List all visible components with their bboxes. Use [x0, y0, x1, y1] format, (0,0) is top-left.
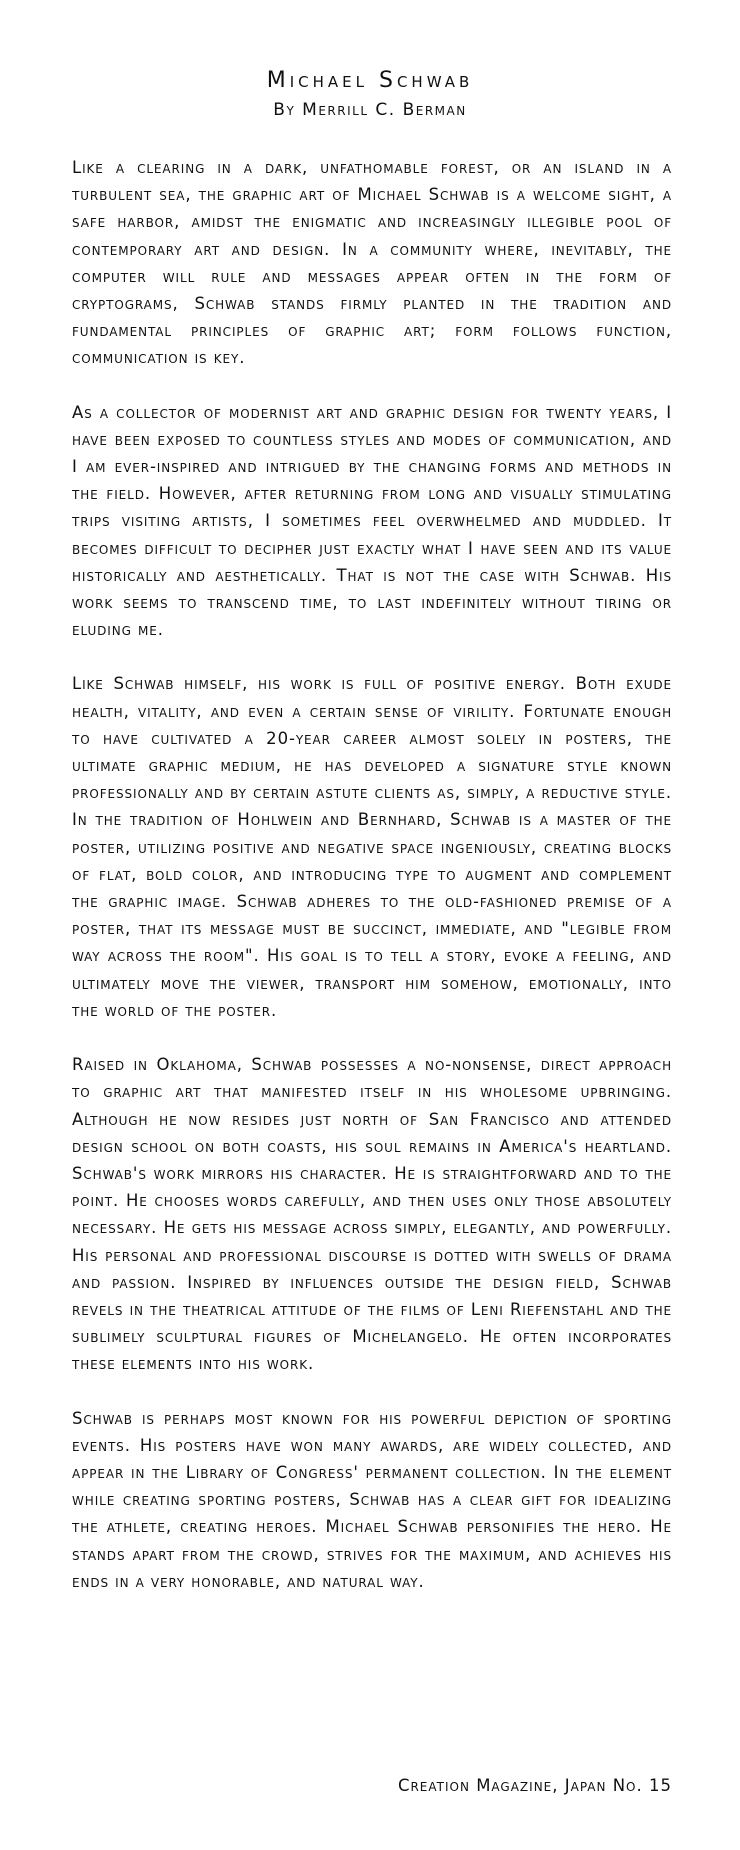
- article-body: [72, 154, 672, 1622]
- article-source: Creation Magazine, Japan No. 15: [397, 1776, 672, 1795]
- paragraph: Like a clearing in a dark, unfathomable forest, or an island in a turbulent sea, the graphic art of Michael Schwab is a welcome sight, a safe harbor, amidst the enigmatic and increasingly illegible pool of contemporary art and design. In a community where, inevitably, the computer will rule and messages appear often in the form of cryptograms, Schwab stands firmly planted in the tradition and fundamental principles of graphic art; form follows function, communication is key.: [72, 158, 672, 368]
- paragraph: Schwab is perhaps most known for his powerful depiction of sporting events. His posters have won many awards, are widely collected, and appear in the Library of Congress' permanent collection. In the element while creating sporting posters, Schwab has a clear gift for idealizing the athlete, creating heroes. Michael Schwab personifies the hero. He stands apart from the crowd, strives for the maximum, and achieves his ends in a very honorable, and natural way.: [72, 1408, 672, 1591]
- article-title: Michael Schwab: [266, 68, 474, 93]
- paragraph: Raised in Oklahoma, Schwab possesses a no-nonsense, direct approach to graphic art that manifested itself in his wholesome upbringing. Although he now resides just north of San Francisco and attended design school on both coasts, his soul remains in America's heartland. Schwab's work mirrors his character. He is straightforward and to the point. He chooses words carefully, and then uses only those absolutely necessary. He gets his message across simply, elegantly, and powerfully. His personal and professional discourse is dotted with swells of drama and passion. Inspired by influences outside the design field, Schwab revels in the theatrical attitude of the films of Leni Riefenstahl and the sublimely sculptural figures of Michelangelo. He often incorporates these elements into his work.: [72, 1055, 672, 1374]
- paragraph: As a collector of modernist art and graphic design for twenty years, I have been exposed to countless styles and modes of communication, and I am ever-inspired and intrigued by the changing forms and methods in the field. However, after returning from long and visually stimulating trips visiting artists, I sometimes feel overwhelmed and muddled. It becomes difficult to decipher just exactly what I have seen and its value historically and aesthetically. That is not the case with Schwab. His work seems to transcend time, to last indefinitely without tiring or eluding me.: [72, 402, 672, 640]
- article-byline: By Merrill C. Berman: [273, 100, 467, 120]
- paragraph: Like Schwab himself, his work is full of positive energy. Both exude health, vitality, and even a certain sense of virility. Fortunate enough to have cultivated a 20-year career almost solely in posters, the ultimate graphic medium, he has developed a signature style known professionally and by certain astute clients as, simply, a reductive style. In the tradition of Hohlwein and Bernhard, Schwab is a master of the poster, utilizing positive and negative space ingeniously, creating blocks of flat, bold color, and introducing type to augment and complement the graphic image. Schwab adheres to the old-fashioned premise of a poster, that its message must be succinct, immediate, and "legible from way across the room". His goal is to tell a story, evoke a feeling, and ultimately move the viewer, transport him somehow, emotionally, into the world of the poster.: [72, 674, 672, 1020]
